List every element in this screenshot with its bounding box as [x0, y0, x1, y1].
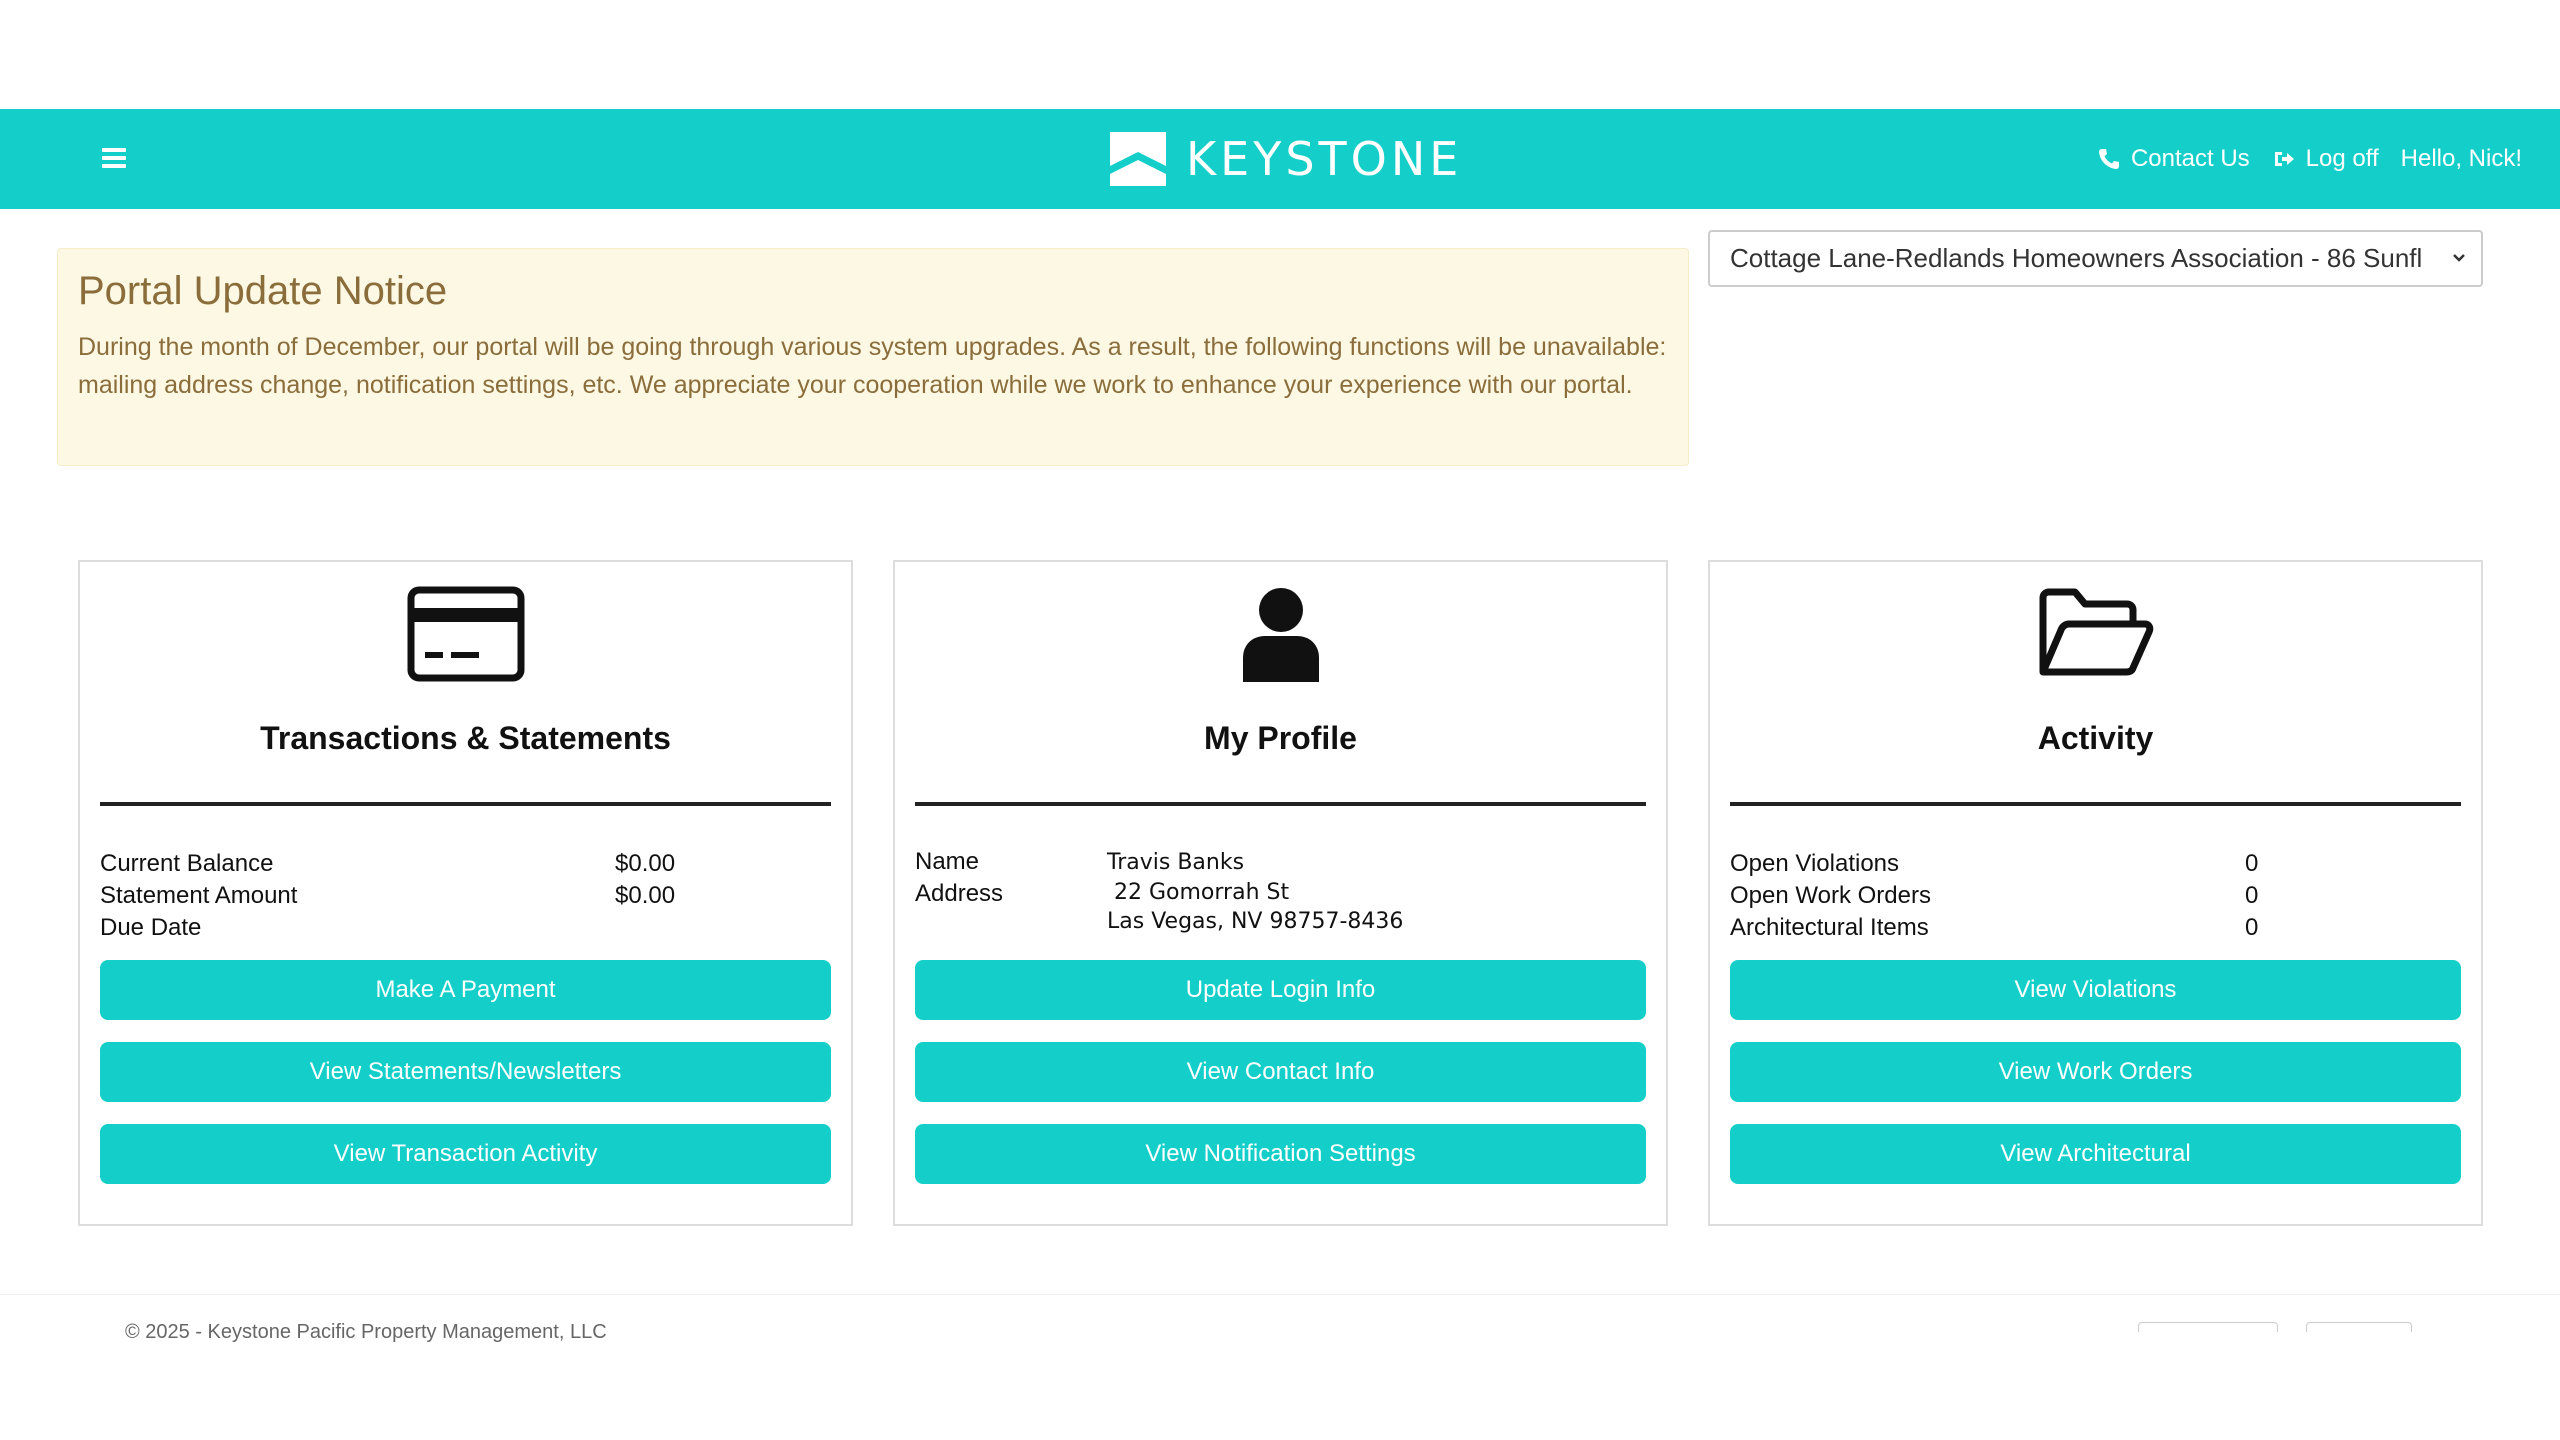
footer-copyright: © 2025 - Keystone Pacific Property Management, LLC	[125, 1321, 607, 1343]
log-off-link[interactable]	[2272, 145, 2379, 173]
transactions-title: Transactions & Statements	[260, 720, 671, 756]
address-row: Address 22 Gomorrah St Las Vegas, NV 98757-8436	[915, 880, 1404, 934]
transactions-card	[78, 560, 853, 1226]
folder-open-icon	[2037, 586, 2155, 682]
open-work-orders-row: Open Work Orders 0	[1730, 882, 2259, 909]
association-select-value: Cottage Lane-Redlands Homeowners Association - 86 Sunfl	[1730, 243, 2423, 273]
view-violations-button[interactable]: View Violations	[1730, 960, 2461, 1020]
profile-title: My Profile	[1204, 720, 1357, 756]
brand-name: KEYSTONE	[1186, 132, 1463, 186]
name-row: Name Travis Banks	[915, 848, 1245, 875]
view-work-orders-button[interactable]: View Work Orders	[1730, 1042, 2461, 1102]
divider	[100, 802, 831, 806]
due-date-row: Due Date	[100, 914, 202, 941]
top-navbar	[0, 109, 2560, 209]
open-violations-row: Open Violations 0	[1730, 850, 2259, 877]
contact-us-link[interactable]	[2097, 145, 2250, 173]
statement-amount-row: Statement Amount $0.00	[100, 882, 676, 909]
portal-update-notice	[57, 248, 1689, 466]
menu-icon[interactable]	[96, 144, 132, 174]
user-icon	[1241, 586, 1321, 682]
credit-card-icon	[407, 586, 525, 682]
view-transaction-activity-button[interactable]: View Transaction Activity	[100, 1124, 831, 1184]
make-payment-button[interactable]: Make A Payment	[100, 960, 831, 1020]
profile-card	[893, 560, 1668, 1226]
view-notification-settings-button[interactable]: View Notification Settings	[915, 1124, 1646, 1184]
view-contact-info-button[interactable]: View Contact Info	[915, 1042, 1646, 1102]
keystone-logo-icon	[1110, 132, 1166, 186]
log-off-icon	[2272, 147, 2296, 171]
notice-body: During the month of December, our portal will be going through various system upgrades. As a result, the following functions will be unavailable: mailing address change, notification settings, etc. We appreciate your cooperation while we work to enhance your experience with our portal.	[78, 333, 1667, 399]
view-architectural-button[interactable]: View Architectural	[1730, 1124, 2461, 1184]
activity-title: Activity	[2037, 720, 2154, 756]
footer-button[interactable]	[2306, 1322, 2412, 1332]
greeting-label: Hello, Nick!	[2400, 145, 2522, 172]
user-greeting[interactable]	[2401, 145, 2522, 173]
current-balance-row: Current Balance $0.00	[100, 850, 676, 877]
transactions-summary	[100, 848, 831, 944]
notice-title: Portal Update Notice	[78, 269, 448, 313]
footer-buttons	[2138, 1322, 2440, 1332]
brand-logo[interactable]	[1110, 131, 1462, 187]
chevron-down-icon	[2451, 250, 2467, 266]
view-statements-button[interactable]: View Statements/Newsletters	[100, 1042, 831, 1102]
architectural-items-row: Architectural Items 0	[1730, 914, 2259, 941]
activity-summary	[1730, 848, 2461, 944]
footer-button[interactable]	[2138, 1322, 2278, 1332]
log-off-label: Log off	[2305, 145, 2379, 172]
activity-card	[1708, 560, 2483, 1226]
phone-icon	[2097, 147, 2121, 171]
profile-summary	[915, 846, 1646, 936]
divider	[1730, 802, 2461, 806]
update-login-info-button[interactable]: Update Login Info	[915, 960, 1646, 1020]
association-select[interactable]	[1708, 230, 2483, 287]
contact-us-label: Contact Us	[2130, 145, 2250, 172]
divider	[915, 802, 1646, 806]
footer-divider	[0, 1294, 2560, 1295]
